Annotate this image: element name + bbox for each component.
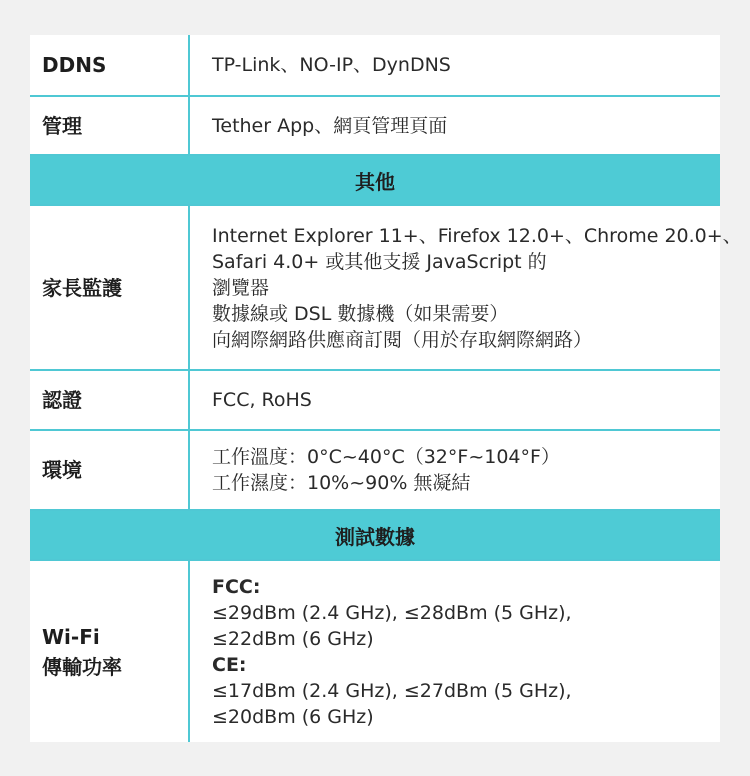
spec-row-wifi-transmit-power [30, 561, 720, 742]
ce-heading: CE: [212, 653, 247, 676]
spec-value [190, 371, 720, 429]
spec-value-line: 工作溫度：0°C~40°C（32°F~104°F） [212, 446, 560, 468]
spec-row-parental-controls [30, 206, 742, 371]
spec-value-line: Safari 4.0+ 或其他支援 JavaScript 的 [212, 250, 547, 273]
spec-label: DDNS [30, 35, 190, 95]
spec-value-line: Internet Explorer 11+、Firefox 12.0+、Chrome 20.0+、 [212, 224, 742, 247]
spec-label: 家長監護 [30, 206, 190, 369]
spec-label: 環境 [30, 431, 190, 509]
spec-row-environment [30, 431, 720, 511]
spec-value-line: 工作濕度：10%~90% 無凝結 [212, 472, 471, 494]
spec-value-line: 向網際網路供應商訂閱（用於存取網際網路） [212, 328, 593, 351]
spec-label: 管理 [30, 97, 190, 154]
spec-label-line: Wi-Fi [42, 624, 100, 649]
spec-value-line: ≤20dBm (6 GHz) [212, 705, 374, 728]
spec-value [190, 35, 720, 95]
spec-table [30, 35, 742, 742]
spec-value [190, 97, 720, 154]
spec-value-line: FCC, RoHS [212, 389, 312, 411]
spec-value [190, 206, 750, 369]
section-header-other: 其他 [30, 156, 720, 206]
spec-value-line: ≤22dBm (6 GHz) [212, 627, 374, 650]
spec-value-line: 瀏覽器 [212, 276, 270, 299]
spec-row-certification [30, 371, 720, 431]
spec-value-line: TP-Link、NO-IP、DynDNS [212, 54, 451, 76]
spec-value-line: Tether App、網頁管理頁面 [212, 114, 448, 137]
spec-row-management [30, 97, 720, 156]
spec-label-line: 傳輸功率 [42, 654, 122, 679]
spec-label [30, 561, 190, 742]
spec-value-line: 數據線或 DSL 數據機（如果需要） [212, 302, 509, 325]
spec-row-ddns [30, 35, 720, 97]
section-header-test-data: 測試數據 [30, 511, 720, 561]
spec-value-line: ≤17dBm (2.4 GHz), ≤27dBm (5 GHz), [212, 679, 572, 702]
spec-label: 認證 [30, 371, 190, 429]
spec-value [190, 561, 720, 742]
spec-value [190, 431, 720, 509]
spec-value-line: ≤29dBm (2.4 GHz), ≤28dBm (5 GHz), [212, 601, 572, 624]
fcc-heading: FCC: [212, 575, 261, 598]
